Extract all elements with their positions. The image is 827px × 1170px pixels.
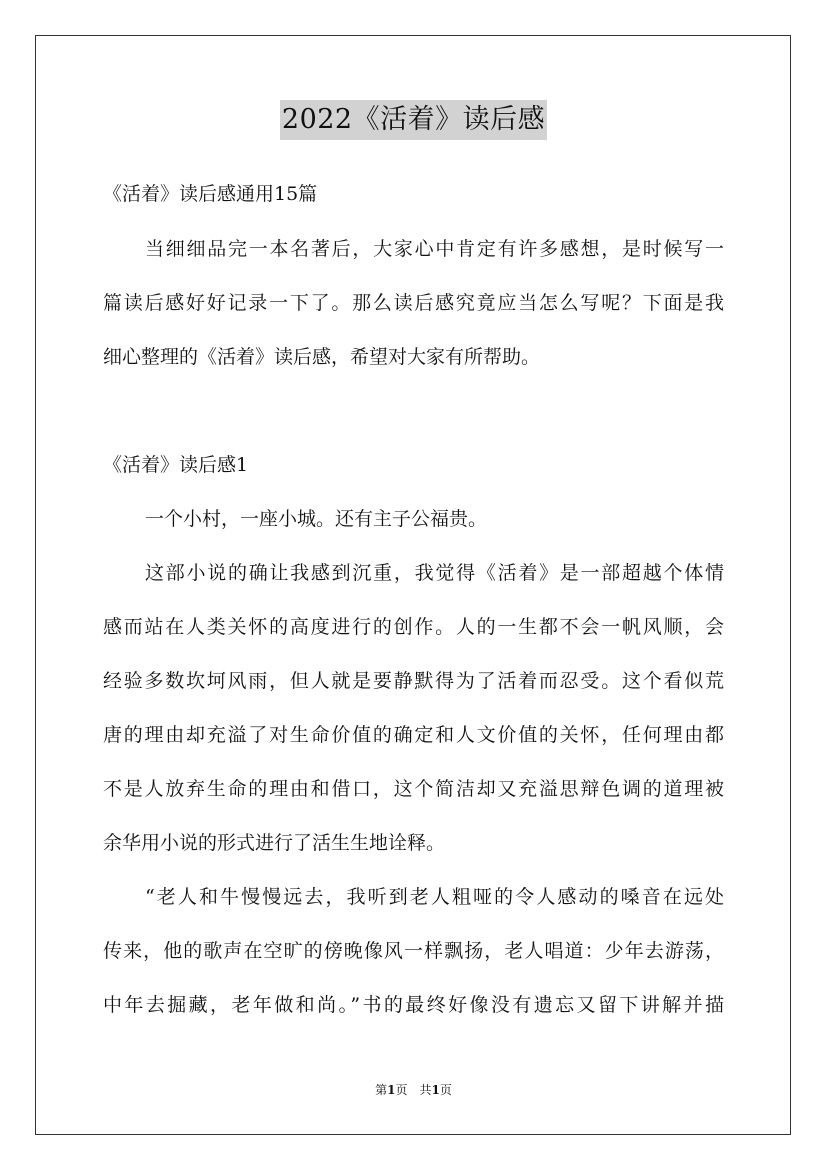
document-subtitle: 《活着》读后感通用15篇	[103, 183, 318, 205]
para-1-line-1: 这部小说的确让我感到沉重，我觉得《活着》是一部超越个体情	[145, 562, 724, 584]
para-1-line-3: 经验多数坎坷风雨，但人就是要静默得为了活着而忍受。这个看似荒	[103, 670, 724, 692]
para-2-line-3: 中年去掘藏，老年做和尚。”书的最终好像没有遗忘又留下讲解并描	[103, 994, 724, 1016]
para-1-line-4: 唐的理由却充溢了对生命价值的确定和人文价值的关怀，任何理由都	[103, 724, 724, 746]
footer-total-pages: 1	[431, 1083, 440, 1097]
section-1-lead: 一个小村，一座小城。还有主子公福贵。	[145, 508, 488, 530]
para-2-line-1: “老人和牛慢慢远去，我听到老人粗哑的令人感动的嗓音在远处	[145, 886, 724, 908]
title-container	[0, 100, 827, 140]
para-1-line-2: 感而站在人类关怀的高度进行的创作。人的一生都不会一帆风顺，会	[103, 616, 724, 638]
footer-prefix: 第	[375, 1083, 388, 1097]
intro-line-3: 细心整理的《活着》读后感，希望对大家有所帮助。	[103, 346, 541, 368]
intro-line-2: 篇读后感好好记录一下了。那么读后感究竟应当怎么写呢？下面是我	[103, 292, 724, 314]
para-1-line-5: 不是人放弃生命的理由和借口，这个简洁却又充溢思辩色调的道理被	[103, 778, 724, 800]
footer-suffix: 页	[439, 1083, 452, 1097]
footer-mid: 页 共	[395, 1083, 432, 1097]
section-1-heading: 《活着》读后感1	[103, 454, 249, 476]
intro-line-1: 当细细品完一本名著后，大家心中肯定有许多感想，是时候写一	[145, 238, 724, 260]
document-title: 2022《活着》读后感	[280, 100, 547, 140]
para-2-line-2: 传来，他的歌声在空旷的傍晚像风一样飘扬，老人唱道：少年去游荡，	[103, 940, 724, 962]
page-footer	[0, 1082, 827, 1098]
para-1-line-6: 余华用小说的形式进行了活生生地诠释。	[103, 832, 446, 854]
footer-page-number: 1	[387, 1083, 396, 1097]
